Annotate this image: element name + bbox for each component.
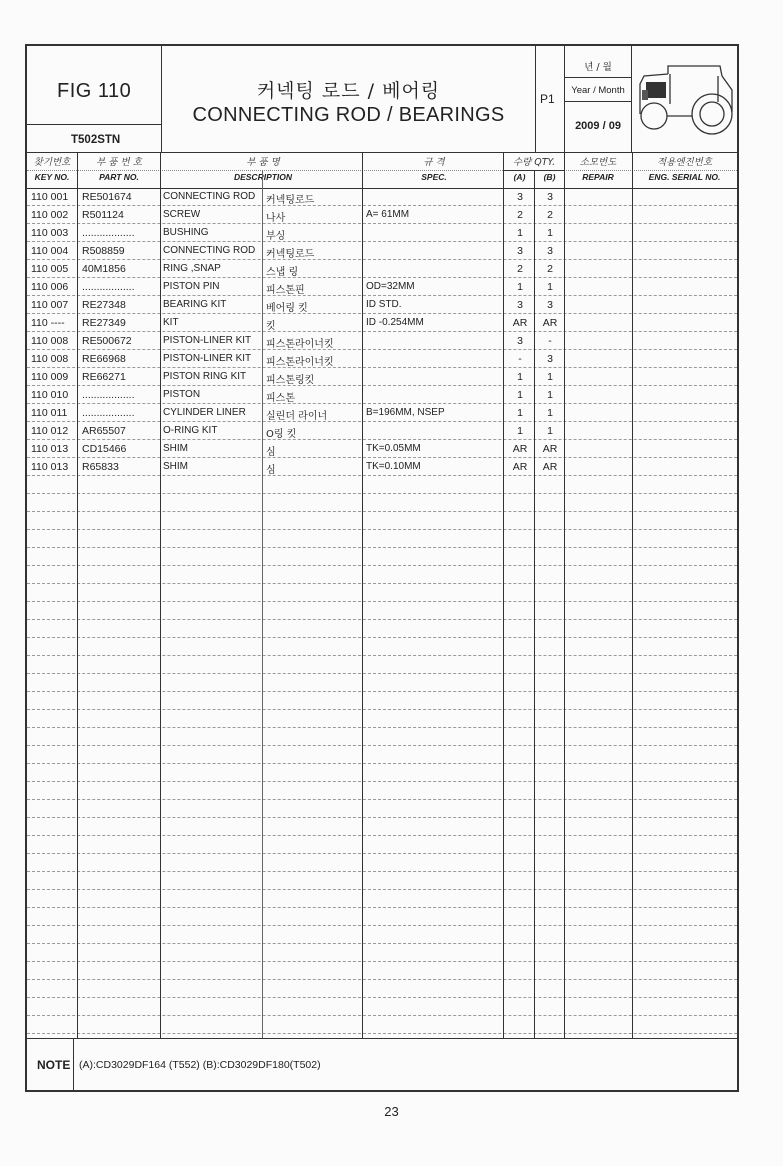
description-korean-cell: 피스톤링킷 [266,375,315,386]
empty-row [27,962,737,980]
key-cell: 110 006 [31,281,69,293]
qty-a-cell: 3 [517,299,523,311]
year-month-korean: 년 / 월 [584,62,612,73]
table-row [27,422,737,440]
column-headers-korean [27,154,737,172]
col-qty-kr: 수량 QTY. [512,157,556,168]
col-desc-kr: 부 품 명 [246,157,280,168]
qty-b-cell: 1 [547,371,553,383]
qty-a-cell: 1 [517,425,523,437]
table-row [27,386,737,404]
table-row [27,242,737,260]
qty-b-cell: 1 [547,407,553,419]
key-cell: 110 005 [31,263,69,275]
table-row [27,278,737,296]
title-english: CONNECTING ROD / BEARINGS [192,104,505,126]
empty-row [27,818,737,836]
description-korean-cell: 피스톤라이너킷 [266,357,334,368]
part-number-cell: AR65507 [82,425,126,437]
col-spec-kr: 규 격 [423,157,445,168]
qty-a-cell: 2 [517,263,523,275]
empty-row [27,638,737,656]
qty-a-cell: 1 [517,281,523,293]
key-cell: 110 010 [31,389,69,401]
qty-b-cell: AR [542,443,558,455]
col-key-kr: 찾기번호 [33,157,71,168]
description-cell: PISTON-LINER KIT [163,335,252,346]
col-spec: SPEC. [421,172,447,182]
spec-cell: ID STD. [366,299,402,310]
qty-a-cell: 3 [517,335,523,347]
description-korean-cell: O링 킷 [266,429,297,440]
spec-cell: TK=0.10MM [366,461,421,472]
empty-row [27,674,737,692]
qty-a-cell: 1 [517,407,523,419]
description-cell: BUSHING [163,227,209,238]
part-number-cell: .................. [82,389,135,401]
qty-b-cell: 1 [547,281,553,293]
spec-cell: OD=32MM [366,281,415,292]
qty-b-cell: 3 [547,245,553,257]
table-row [27,260,737,278]
table-row [27,296,737,314]
table-row [27,350,737,368]
parts-sheet [25,44,739,1092]
col-desc: DESCRIPTION [233,172,293,182]
col-repair: REPAIR [582,172,614,182]
qty-b-cell: 2 [547,209,553,221]
page-box [536,46,564,152]
title-box [162,46,535,152]
qty-b-cell: 3 [547,191,553,203]
part-number-cell: RE501674 [82,191,132,203]
description-cell: CYLINDER LINER [163,407,246,418]
spec-cell: TK=0.05MM [366,443,421,454]
description-korean-cell: 실린더 라이너 [266,411,328,422]
empty-row [27,1016,737,1034]
spec-cell: A= 61MM [366,209,410,220]
key-cell: 110 013 [31,443,69,455]
title-korean: 커넥팅 로드 / 베어링 [256,80,441,102]
qty-a-cell: AR [512,461,528,473]
part-number-cell: R501124 [82,209,124,221]
key-cell: 110 004 [31,245,69,257]
qty-b-cell: - [548,335,552,347]
description-cell: CONNECTING ROD [163,191,256,202]
part-number-cell: .................. [82,281,135,293]
parts-table [27,188,737,1038]
model-code: T502STN [71,134,121,146]
description-korean-cell: 피스톤 [266,393,295,404]
description-cell: PISTON RING KIT [163,371,247,382]
table-row [27,440,737,458]
qty-a-cell: 1 [517,371,523,383]
empty-row [27,998,737,1016]
empty-row [27,530,737,548]
spec-cell: B=196MM, NSEP [366,407,445,418]
col-part: PART NO. [99,172,139,182]
description-korean-cell: 커넥팅로드 [266,195,315,206]
key-cell: 110 008 [31,335,69,347]
year-month-value: 2009 / 09 [575,120,621,132]
description-cell: KIT [163,317,179,328]
part-number-cell: RE66271 [82,371,126,383]
empty-row [27,980,737,998]
key-cell: 110 013 [31,461,69,473]
empty-row [27,566,737,584]
empty-row [27,476,737,494]
empty-row [27,512,737,530]
description-cell: O-RING KIT [163,425,218,436]
table-row [27,314,737,332]
empty-row [27,728,737,746]
empty-row [27,656,737,674]
qty-a-cell: AR [512,317,528,329]
description-cell: SHIM [163,443,188,454]
note-text: (A):CD3029DF164 (T552) (B):CD3029DF180(T502) [79,1059,321,1071]
col-serial-kr: 적용엔진번호 [656,157,713,168]
qty-b-cell: 1 [547,425,553,437]
description-korean-cell: 피스톤라이너킷 [266,339,334,350]
empty-row [27,494,737,512]
empty-row [27,584,737,602]
key-cell: 110 009 [31,371,69,383]
empty-row [27,800,737,818]
table-row [27,368,737,386]
col-part-kr: 부 품 번 호 [96,157,142,168]
qty-b-cell: 3 [547,299,553,311]
page-code: P1 [540,92,555,106]
part-number-cell: .................. [82,227,135,239]
col-repair-kr: 소모번도 [579,157,617,168]
description-korean-cell: 커넥팅로드 [266,249,315,260]
figure-number: FIG 110 [57,80,132,102]
description-korean-cell: 피스톤핀 [266,285,305,296]
col-qty-b: (B) [543,172,556,182]
qty-a-cell: - [518,353,522,365]
table-row [27,458,737,476]
part-number-cell: R65833 [82,461,119,473]
qty-a-cell: 2 [517,209,523,221]
description-cell: SHIM [163,461,188,472]
note-section [27,1038,737,1091]
empty-row [27,854,737,872]
key-cell: 110 008 [31,353,69,365]
empty-row [27,908,737,926]
empty-row [27,620,737,638]
empty-row [27,872,737,890]
sheet-header [27,46,737,153]
part-number-cell: RE27349 [82,317,126,329]
column-headers-english [27,172,737,188]
empty-row [27,890,737,908]
note-label: NOTE [37,1058,71,1072]
qty-a-cell: 1 [517,389,523,401]
key-cell: 110 002 [31,209,69,221]
empty-row [27,602,737,620]
table-row [27,404,737,422]
description-cell: SCREW [163,209,201,220]
description-korean-cell: 킷 [266,321,276,332]
key-cell: 110 001 [31,191,69,203]
part-number-cell: RE66968 [82,353,126,365]
description-cell: RING ,SNAP [163,263,221,274]
key-cell: 110 ---- [31,317,65,329]
table-row [27,206,737,224]
part-number-cell: RE500672 [82,335,132,347]
empty-row [27,746,737,764]
tractor-icon [632,54,736,146]
empty-row [27,692,737,710]
col-key: KEY NO. [34,172,70,182]
table-row [27,188,737,206]
qty-b-cell: AR [542,317,558,329]
figure-box [27,46,161,152]
page-number: 23 [384,1104,399,1119]
description-korean-cell: 심 [266,447,276,458]
qty-b-cell: 1 [547,389,553,401]
year-month-label: Year / Month [571,85,625,96]
key-cell: 110 007 [31,299,69,311]
description-korean-cell: 스냅 링 [266,267,299,278]
table-row [27,224,737,242]
part-number-cell: 40M1856 [82,263,126,275]
spec-cell: ID -0.254MM [366,317,424,328]
empty-row [27,764,737,782]
table-row [27,332,737,350]
empty-row [27,944,737,962]
empty-row [27,782,737,800]
empty-row [27,836,737,854]
key-cell: 110 011 [31,407,68,419]
qty-b-cell: 3 [547,353,553,365]
qty-b-cell: 2 [547,263,553,275]
description-cell: CONNECTING ROD [163,245,256,256]
qty-a-cell: 3 [517,191,523,203]
key-cell: 110 012 [31,425,69,437]
description-korean-cell: 부싱 [266,231,286,242]
qty-a-cell: 3 [517,245,523,257]
description-cell: PISTON [163,389,201,400]
empty-row [27,548,737,566]
description-cell: PISTON PIN [163,281,220,292]
description-cell: BEARING KIT [163,299,227,310]
col-serial: ENG. SERIAL NO. [648,172,721,182]
part-number-cell: RE27348 [82,299,126,311]
part-number-cell: R508859 [82,245,125,257]
col-qty-a: (A) [513,172,526,182]
part-number-cell: .................. [82,407,135,419]
empty-row [27,926,737,944]
year-month-box [565,46,631,152]
key-cell: 110 003 [31,227,69,239]
qty-b-cell: 1 [547,227,553,239]
qty-a-cell: AR [512,443,528,455]
description-korean-cell: 심 [266,465,276,476]
description-cell: PISTON-LINER KIT [163,353,252,364]
part-number-cell: CD15466 [82,443,127,455]
qty-a-cell: 1 [517,227,523,239]
description-korean-cell: 베어링 킷 [266,303,308,314]
description-korean-cell: 나사 [266,213,286,224]
empty-row [27,710,737,728]
qty-b-cell: AR [542,461,558,473]
